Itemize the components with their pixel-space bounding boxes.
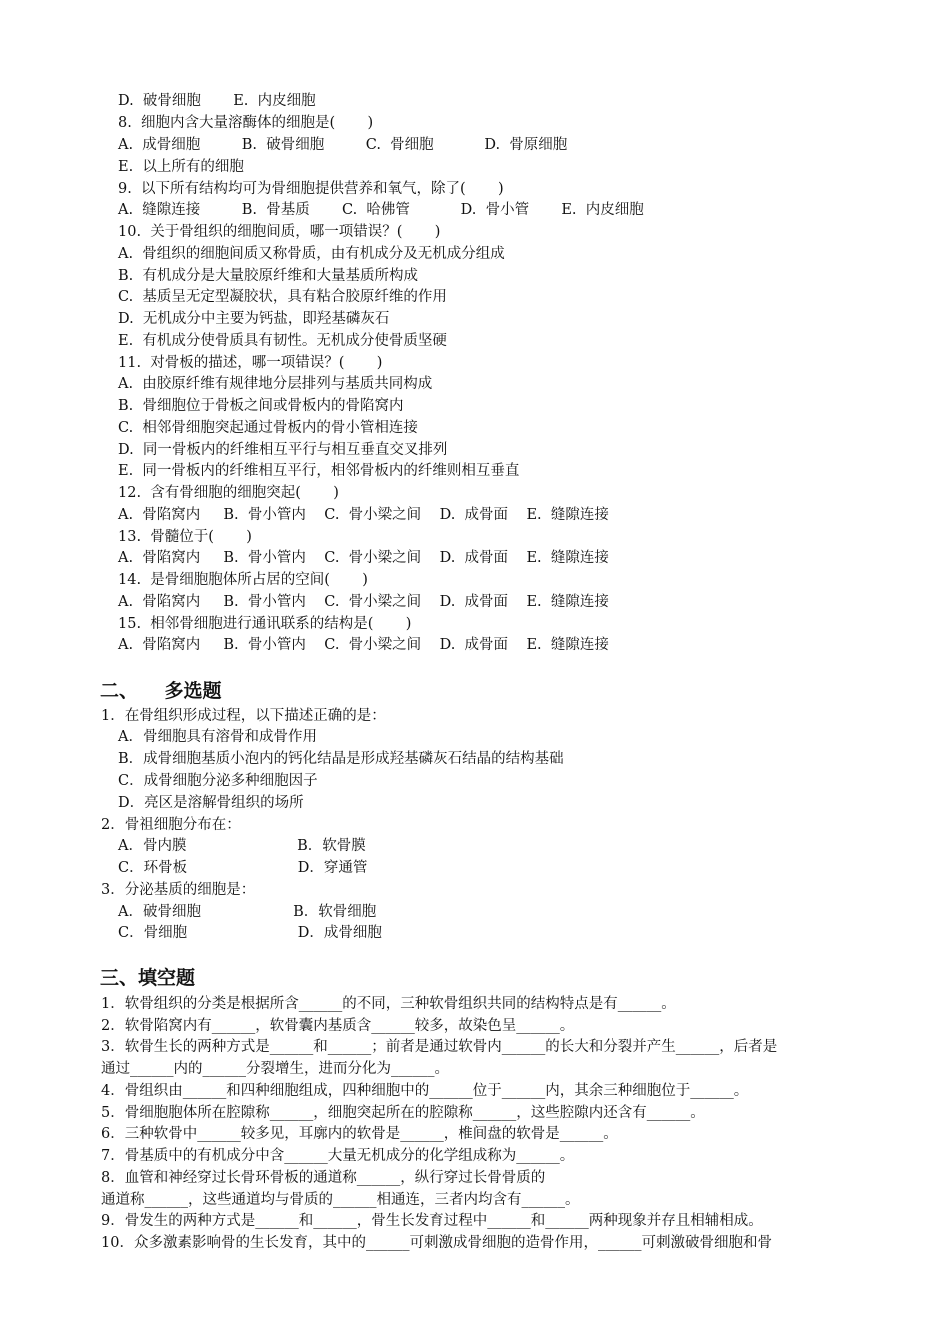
text-line: 通过______内的______分裂增生，进而分化为______。 bbox=[101, 1061, 449, 1077]
section-heading: 二、 多选题 bbox=[100, 680, 222, 702]
text-line: A. 骨陷窝内 B. 骨小管内 C. 骨小梁之间 D. 成骨面 E. 缝隙连接 bbox=[118, 637, 609, 653]
text-line: D. 无机成分中主要为钙盐，即羟基磷灰石 bbox=[118, 311, 390, 327]
text-line: 4．骨组织由______和四种细胞组成，四种细胞中的______位于______内，其余三种细胞位于______。 bbox=[101, 1083, 749, 1099]
text-line: 9．骨发生的两种方式是______和______，骨生长发育过程中______和______两种现象并存且相辅相成。 bbox=[101, 1213, 763, 1229]
text-line: A．骨细胞具有溶骨和成骨作用 bbox=[118, 729, 317, 745]
text-line: C. 基质呈无定型凝胶状，具有粘合胶原纤维的作用 bbox=[118, 289, 447, 305]
text-line: C. 相邻骨细胞突起通过骨板内的骨小管相连接 bbox=[118, 420, 418, 436]
text-line: 通道称______，这些通道均与骨质的______相通连，三者内均含有______。 bbox=[101, 1192, 580, 1208]
text-line: A．骨内膜 B．软骨膜 bbox=[118, 838, 366, 854]
text-line: 1．在骨组织形成过程，以下描述正确的是： bbox=[101, 708, 386, 724]
text-line: E. 同一骨板内的纤维相互平行，相邻骨板内的纤维则相互垂直 bbox=[118, 463, 520, 479]
text-line: 1．软骨组织的分类是根据所含______的不同，三种软骨组织共同的结构特点是有______。 bbox=[101, 996, 676, 1012]
text-line: 2．骨祖细胞分布在： bbox=[101, 817, 241, 833]
text-line: E. 以上所有的细胞 bbox=[118, 159, 244, 175]
text-line: A. 成骨细胞 B. 破骨细胞 C. 骨细胞 D. 骨原细胞 bbox=[118, 137, 568, 153]
text-line: 6．三种软骨中______较多见，耳廓内的软骨是______，椎间盘的软骨是______。 bbox=[101, 1126, 618, 1142]
text-line: C．骨细胞 D．成骨细胞 bbox=[118, 925, 382, 941]
text-line: A. 骨陷窝内 B. 骨小管内 C. 骨小梁之间 D. 成骨面 E. 缝隙连接 bbox=[118, 550, 609, 566]
text-line: 8. 细胞内含大量溶酶体的细胞是( ) bbox=[118, 115, 374, 131]
text-line: A. 骨组织的细胞间质又称骨质，由有机成分及无机成分组成 bbox=[118, 246, 505, 262]
text-line: 10．众多激素影响骨的生长发育，其中的______可刺激成骨细胞的造骨作用，______可刺激破骨细胞和骨 bbox=[101, 1235, 772, 1251]
text-line: 13. 骨髓位于( ) bbox=[118, 529, 252, 545]
text-line: A. 骨陷窝内 B. 骨小管内 C. 骨小梁之间 D. 成骨面 E. 缝隙连接 bbox=[118, 594, 609, 610]
text-line: 9. 以下所有结构均可为骨细胞提供营养和氧气，除了( ) bbox=[118, 181, 504, 197]
text-line: 12. 含有骨细胞的细胞突起( ) bbox=[118, 485, 339, 501]
text-line: C．环骨板 D．穿通管 bbox=[118, 860, 368, 876]
text-line: A. 骨陷窝内 B. 骨小管内 C. 骨小梁之间 D. 成骨面 E. 缝隙连接 bbox=[118, 507, 609, 523]
text-line: 3．分泌基质的细胞是： bbox=[101, 882, 256, 898]
text-line: 8．血管和神经穿过长骨环骨板的通道称______，纵行穿过长骨骨质的 bbox=[101, 1170, 546, 1186]
text-line: 7．骨基质中的有机成分中含______大量无机成分的化学组成称为______。 bbox=[101, 1148, 575, 1164]
text-line: D．亮区是溶解骨组织的场所 bbox=[118, 795, 304, 811]
text-line: B. 骨细胞位于骨板之间或骨板内的骨陷窝内 bbox=[118, 398, 404, 414]
section-heading: 三、填空题 bbox=[100, 967, 196, 989]
text-line: A. 由胶原纤维有规律地分层排列与基质共同构成 bbox=[118, 376, 433, 392]
text-line: B．成骨细胞基质小泡内的钙化结晶是形成羟基磷灰石结晶的结构基础 bbox=[118, 751, 564, 767]
text-line: A．破骨细胞 B．软骨细胞 bbox=[118, 904, 377, 920]
text-line: A. 缝隙连接 B. 骨基质 C. 哈佛管 D. 骨小管 E. 内皮细胞 bbox=[118, 202, 644, 218]
text-line: 15. 相邻骨细胞进行通讯联系的结构是( ) bbox=[118, 616, 412, 632]
text-line: E. 有机成分使骨质具有韧性。无机成分使骨质坚硬 bbox=[118, 333, 447, 349]
text-line: 2．软骨陷窝内有______，软骨囊内基质含______较多，故染色呈______。 bbox=[101, 1018, 575, 1034]
text-line: 14. 是骨细胞胞体所占居的空间( ) bbox=[118, 572, 368, 588]
text-line: D. 破骨细胞 E. 内皮细胞 bbox=[118, 93, 316, 109]
text-line: D. 同一骨板内的纤维相互平行与相互垂直交叉排列 bbox=[118, 442, 448, 458]
text-line: 10. 关于骨组织的细胞间质，哪一项错误？( ) bbox=[118, 224, 441, 240]
text-line: 5．骨细胞胞体所在腔隙称______，细胞突起所在的腔隙称______，这些腔隙内还含有______。 bbox=[101, 1105, 705, 1121]
text-line: B. 有机成分是大量胶原纤维和大量基质所构成 bbox=[118, 268, 418, 284]
text-line: 11. 对骨板的描述，哪一项错误？( ) bbox=[118, 355, 383, 371]
text-line: C．成骨细胞分泌多种细胞因子 bbox=[118, 773, 318, 789]
text-line: 3．软骨生长的两种方式是______和______；前者是通过软骨内______的长大和分裂并产生______，后者是 bbox=[101, 1039, 778, 1055]
